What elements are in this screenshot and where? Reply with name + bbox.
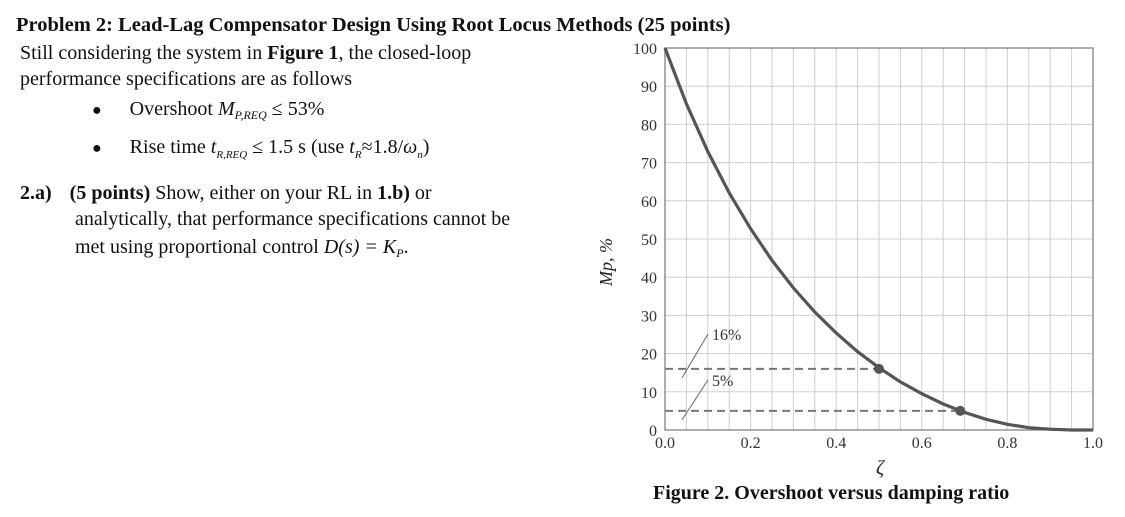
data-point-marker bbox=[955, 406, 965, 416]
annotation-label: 5% bbox=[712, 373, 734, 390]
figure-caption: Figure 2. Overshoot versus damping ratio bbox=[653, 482, 1010, 504]
intro-line-2: performance specifications are as follows bbox=[20, 68, 353, 90]
y-axis-label: Mp, % bbox=[596, 238, 616, 286]
part-line-3-end: . bbox=[403, 236, 409, 258]
bullet-1-rel: ≤ 53% bbox=[271, 98, 325, 120]
bullet-dot-icon: ● bbox=[92, 140, 102, 157]
bullet-2-close: ) bbox=[422, 136, 430, 158]
y-tick-label: 0 bbox=[649, 423, 657, 440]
part-line-3-pre: met using proportional control bbox=[75, 236, 324, 258]
x-tick-label: 0.2 bbox=[740, 435, 761, 452]
bullet-1-sub: P,REQ bbox=[234, 108, 267, 122]
figure-1-ref: Figure 1 bbox=[267, 42, 339, 64]
chart-ticks bbox=[633, 41, 1103, 452]
y-tick-label: 80 bbox=[641, 117, 657, 135]
part-line-1: Show, either on your RL in bbox=[150, 182, 378, 204]
x-tick-label: 0.0 bbox=[655, 435, 675, 452]
y-tick-label: 10 bbox=[641, 384, 657, 402]
bullet-2-sub: R,REQ bbox=[216, 149, 248, 161]
x-tick-label: 0.8 bbox=[997, 435, 1018, 452]
bullet-2-label: Rise time bbox=[129, 136, 206, 158]
bullet-2-rel: ≤ 1.5 s (use bbox=[252, 136, 345, 158]
bullet-dot-icon: ● bbox=[92, 102, 102, 119]
annotation-label: 16% bbox=[712, 327, 742, 344]
bullet-1-math: M bbox=[218, 98, 235, 120]
chart-annotations bbox=[665, 327, 960, 420]
y-tick-label: 70 bbox=[641, 155, 657, 173]
y-tick-label: 20 bbox=[641, 346, 657, 364]
problem-title: Problem 2: Lead-Lag Compensator Design Using Root Locus Methods (25 points) bbox=[16, 14, 731, 36]
bullet-2-omega: ω bbox=[403, 136, 418, 158]
x-tick-label: 0.6 bbox=[911, 435, 932, 452]
bullet-2-math2: t bbox=[349, 136, 355, 158]
data-point-marker bbox=[874, 364, 884, 374]
bullet-2-sub2: R bbox=[354, 149, 362, 161]
part-points: (5 points) bbox=[69, 182, 151, 204]
x-axis-label: ζ bbox=[875, 457, 885, 479]
part-line-3-sub: P bbox=[396, 246, 404, 260]
y-tick-label: 50 bbox=[641, 232, 657, 249]
y-tick-label: 100 bbox=[633, 41, 657, 58]
x-tick-label: 0.4 bbox=[826, 435, 847, 452]
part-ref: 1.b) bbox=[377, 182, 410, 204]
bullet-2-approx: ≈1.8/ bbox=[361, 136, 404, 158]
y-tick-label: 60 bbox=[641, 193, 657, 211]
bullet-1-label: Overshoot bbox=[129, 98, 213, 120]
x-tick-label: 1.0 bbox=[1083, 435, 1103, 452]
y-tick-label: 30 bbox=[641, 308, 657, 326]
bullet-2-sub3: n bbox=[417, 149, 423, 161]
part-line-3-math: D(s) = K bbox=[323, 236, 397, 258]
part-line-1-end: or bbox=[409, 182, 432, 204]
y-tick-label: 40 bbox=[641, 270, 657, 288]
part-label: 2.a) bbox=[20, 182, 52, 204]
y-tick-label: 90 bbox=[641, 79, 657, 97]
part-a-line-2: analytically, that performance specifications cannot be bbox=[75, 208, 511, 230]
bullet-2-math: t bbox=[210, 136, 217, 158]
intro-line-1-post: , the closed-loop bbox=[338, 42, 472, 64]
intro-line-1-pre: Still considering the system in bbox=[20, 42, 268, 64]
